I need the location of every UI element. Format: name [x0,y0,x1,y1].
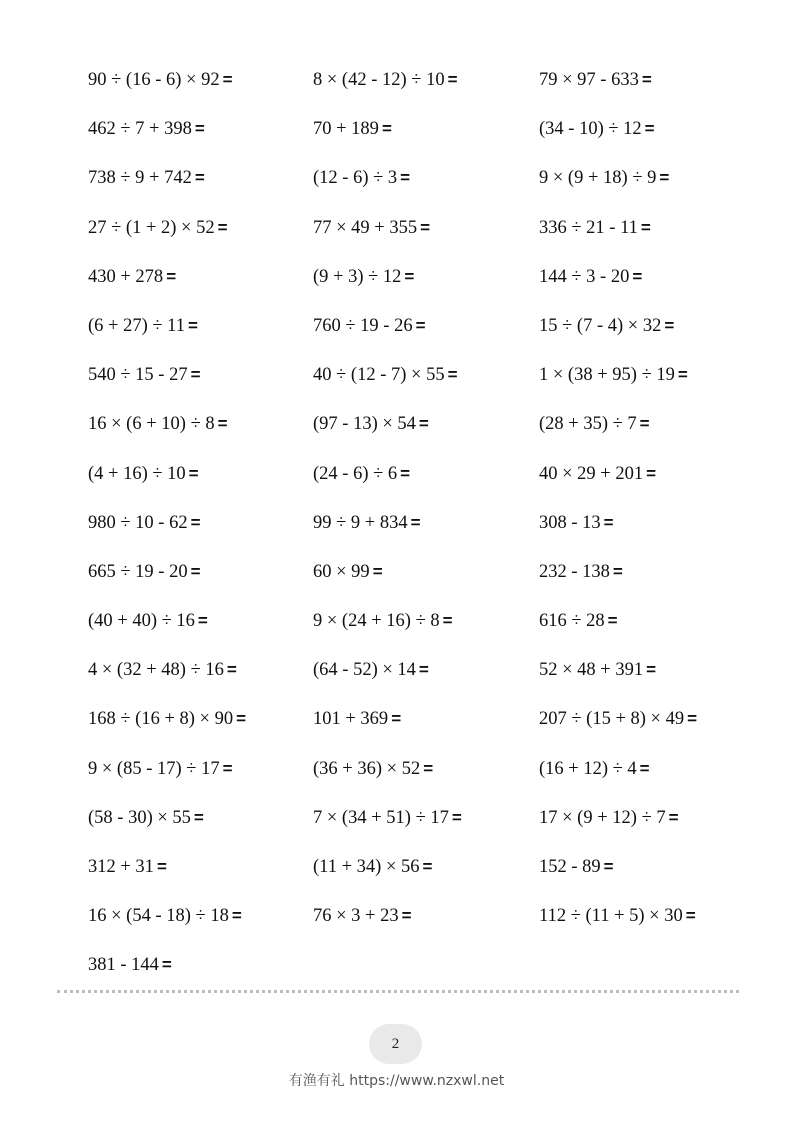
problem-expression: (97 - 13) × 54 [313,414,416,435]
problem-item [88,66,233,94]
problem-row [88,853,748,902]
problem-item [313,361,458,389]
equals-sign: = [166,266,177,286]
problem-expression: (4 + 16) ÷ 10 [88,463,186,484]
problem-expression: (34 - 10) ÷ 12 [539,119,642,140]
equals-sign: = [381,119,392,139]
problem-item [88,853,167,881]
problem-row [88,460,748,509]
equals-sign: = [190,561,201,581]
equals-sign: = [640,217,651,237]
problem-expression: 16 × (6 + 10) ÷ 8 [88,414,215,435]
problem-row [88,410,748,459]
problem-item [539,656,656,684]
equals-sign: = [222,758,233,778]
problem-expression: 540 ÷ 15 - 27 [88,365,188,386]
problem-expression: 8 × (42 - 12) ÷ 10 [313,70,445,90]
problem-item [88,410,228,438]
problem-item [88,263,176,291]
problem-expression: 207 ÷ (15 + 8) × 49 [539,709,685,730]
problem-expression: (6 + 27) ÷ 11 [88,315,185,336]
problem-item [539,509,614,537]
problem-expression: 16 × (54 - 18) ÷ 18 [88,906,229,927]
problem-expression: 15 ÷ (7 - 4) × 32 [539,315,662,336]
equals-sign: = [639,758,650,778]
equals-sign: = [194,168,205,188]
problem-expression: 312 + 31 [88,857,154,877]
problem-item [88,804,204,832]
problem-expression: 99 ÷ 9 + 834 [313,512,408,533]
problem-expression: 40 ÷ (12 - 7) × 55 [313,365,445,386]
problem-expression: 79 × 97 - 633 [539,70,639,90]
problem-item [313,755,433,783]
problem-item [88,312,198,340]
equals-sign: = [644,119,655,139]
equals-sign: = [217,217,228,237]
problem-expression: 40 × 29 + 201 [539,463,644,484]
problem-expression: 70 + 189 [313,119,379,140]
problem-expression: 76 × 3 + 23 [313,906,399,927]
equals-sign: = [641,70,652,89]
problem-item [539,312,674,340]
problem-expression: (36 + 36) × 52 [313,758,421,779]
problem-expression: (40 + 40) ÷ 16 [88,611,195,632]
problem-row [88,66,748,115]
problem-expression: 381 - 144 [88,955,159,976]
equals-sign: = [400,463,411,483]
equals-sign: = [442,611,453,631]
page-number-badge: 2 [369,1024,422,1064]
equals-sign: = [607,611,618,631]
problem-expression: 7 × (34 + 51) ÷ 17 [313,807,449,828]
problem-item [313,656,429,684]
problem-item [88,509,201,537]
problem-item [313,410,429,438]
problem-expression: 738 ÷ 9 + 742 [88,168,192,189]
problem-item [88,705,246,733]
problem-expression: 760 ÷ 19 - 26 [313,315,413,336]
problem-item [88,951,172,979]
problem-item [539,410,650,438]
equals-sign: = [646,463,657,483]
problem-item [88,755,233,783]
problem-item [313,312,426,340]
problem-item [313,902,412,930]
problem-item [313,164,410,192]
equals-sign: = [415,315,426,335]
problem-grid [88,66,748,1001]
problem-expression: 101 + 369 [313,709,389,730]
equals-sign: = [447,70,458,89]
problem-row [88,312,748,361]
equals-sign: = [222,70,233,89]
problem-item [88,361,201,389]
problem-row [88,902,748,951]
equals-sign: = [156,857,167,876]
equals-sign: = [410,512,421,532]
problem-item [313,509,421,537]
problem-expression: 27 ÷ (1 + 2) × 52 [88,217,215,238]
equals-sign: = [423,758,434,778]
problem-expression: 17 × (9 + 12) ÷ 7 [539,807,666,828]
equals-sign: = [197,611,208,631]
dotted-divider [57,990,739,993]
equals-sign: = [420,217,431,237]
problem-item [313,460,410,488]
problem-item [88,164,205,192]
problem-item [88,656,237,684]
equals-sign: = [391,709,402,729]
problem-expression: 336 ÷ 21 - 11 [539,217,638,238]
problem-item [539,853,614,881]
problem-row [88,804,748,853]
equals-sign: = [668,807,679,827]
problem-item [88,214,228,242]
problem-item [88,607,208,635]
problem-item [313,558,383,586]
problem-expression: (12 - 6) ÷ 3 [313,168,398,189]
problem-expression: 616 ÷ 28 [539,611,605,632]
problem-item [88,115,205,143]
equals-sign: = [193,807,204,827]
problem-row [88,263,748,312]
problem-item [313,853,432,881]
problem-row [88,951,748,1000]
problem-item [539,460,656,488]
equals-sign: = [404,266,415,286]
problem-item [88,558,201,586]
problem-row [88,115,748,164]
problem-expression: (16 + 12) ÷ 4 [539,758,637,779]
equals-sign: = [646,660,657,680]
problem-row [88,705,748,754]
problem-expression: 112 ÷ (11 + 5) × 30 [539,906,683,927]
problem-row [88,509,748,558]
problem-expression: 60 × 99 [313,561,370,582]
problem-row [88,755,748,804]
problem-item [539,705,697,733]
equals-sign: = [217,414,228,434]
equals-sign: = [231,906,242,926]
equals-sign: = [190,512,201,532]
equals-sign: = [677,365,688,385]
problem-expression: 4 × (32 + 48) ÷ 16 [88,660,224,681]
problem-expression: 232 - 138 [539,561,610,582]
problem-expression: 90 ÷ (16 - 6) × 92 [88,70,220,90]
problem-expression: 168 ÷ (16 + 8) × 90 [88,709,234,730]
problem-item [539,902,696,930]
footer-site-text: 有渔有礼 https://www.nzxwl.net [288,1073,505,1089]
equals-sign: = [687,709,698,729]
problem-row [88,214,748,263]
equals-sign: = [685,906,696,926]
equals-sign: = [372,561,383,581]
problem-row [88,656,748,705]
problem-expression: (24 - 6) ÷ 6 [313,463,398,484]
problem-expression: 1 × (38 + 95) ÷ 19 [539,365,675,386]
problem-item [313,263,414,291]
problem-item [539,66,652,94]
problem-item [88,460,199,488]
problem-expression: 462 ÷ 7 + 398 [88,119,192,140]
equals-sign: = [447,365,458,385]
equals-sign: = [401,906,412,926]
problem-item [539,607,618,635]
equals-sign: = [603,857,614,876]
problem-item [313,804,462,832]
problem-expression: 9 × (85 - 17) ÷ 17 [88,758,220,779]
equals-sign: = [236,709,247,729]
equals-sign: = [226,660,237,680]
problem-expression: 665 ÷ 19 - 20 [88,561,188,582]
problem-expression: 9 × (24 + 16) ÷ 8 [313,611,440,632]
problem-item [539,263,642,291]
problem-item [539,361,688,389]
equals-sign: = [194,119,205,139]
problem-expression: 77 × 49 + 355 [313,217,418,238]
problem-expression: (58 - 30) × 55 [88,807,191,828]
problem-item [539,558,623,586]
problem-item [539,164,669,192]
problem-row [88,607,748,656]
problem-row [88,164,748,213]
problem-item [313,607,453,635]
equals-sign: = [612,561,623,581]
problem-expression: 9 × (9 + 18) ÷ 9 [539,168,657,189]
equals-sign: = [422,857,433,876]
problem-item [539,755,650,783]
equals-sign: = [603,512,614,532]
problem-expression: (9 + 3) ÷ 12 [313,266,402,287]
problem-item [539,804,679,832]
equals-sign: = [659,168,670,188]
problem-item [313,214,430,242]
problem-item [539,115,655,143]
equals-sign: = [418,414,429,434]
problem-item [88,902,242,930]
equals-sign: = [187,315,198,335]
problem-row [88,558,748,607]
equals-sign: = [451,807,462,827]
problem-expression: 430 + 278 [88,266,164,287]
problem-item [539,214,651,242]
problem-expression: 308 - 13 [539,512,601,533]
problem-expression: (11 + 34) × 56 [313,857,420,877]
problem-expression: 980 ÷ 10 - 62 [88,512,188,533]
equals-sign: = [632,266,643,286]
equals-sign: = [639,414,650,434]
problem-item [313,705,401,733]
problem-expression: (28 + 35) ÷ 7 [539,414,637,435]
problem-row [88,361,748,410]
problem-item [313,115,392,143]
equals-sign: = [664,315,675,335]
equals-sign: = [161,955,172,975]
problem-expression: 152 - 89 [539,857,601,877]
equals-sign: = [418,660,429,680]
problem-expression: 144 ÷ 3 - 20 [539,266,630,287]
equals-sign: = [188,463,199,483]
problem-expression: (64 - 52) × 14 [313,660,416,681]
equals-sign: = [400,168,411,188]
problem-item [313,66,458,94]
problem-expression: 52 × 48 + 391 [539,660,644,681]
equals-sign: = [190,365,201,385]
